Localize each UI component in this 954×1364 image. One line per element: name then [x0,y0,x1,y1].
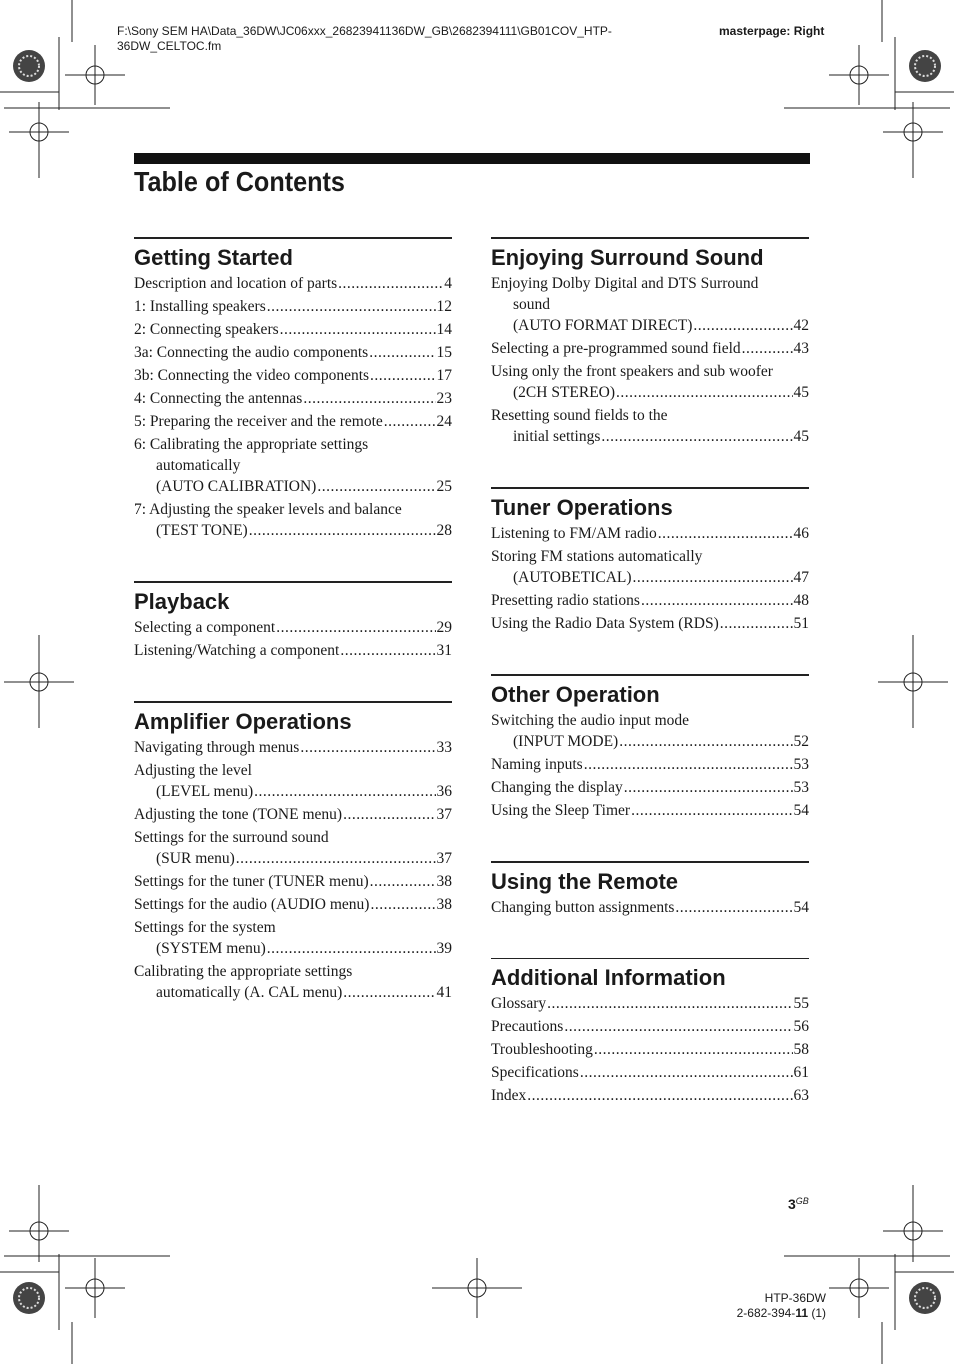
entry-label: 3a: Connecting the audio components [134,344,369,361]
entry-label: 3b: Connecting the video components [134,367,370,384]
entry-label: 5: Preparing the receiver and the remote [134,413,383,430]
entry-label: Settings for the tuner (TUNER menu) [134,873,369,890]
entry-page-number: 51 [793,615,809,632]
entry-label: Changing the display [491,779,623,796]
entry-page-number: 14 [436,321,452,338]
entry-label: (2CH STEREO) [513,384,616,401]
entry-label: (AUTO FORMAT DIRECT) [513,317,693,334]
entry-label: (AUTO CALIBRATION) [156,478,317,495]
entry-label: Switching the audio input mode [491,712,690,729]
entry-label: Specifications [491,1064,579,1081]
entry-label: (TEST TONE) [156,522,248,539]
entry-page-number: 56 [793,1018,809,1035]
crosshair-marks [4,45,948,1318]
entry-label: Adjusting the level [134,762,252,779]
entry-label: Presetting radio stations [491,592,640,609]
section-title: Additional Information [491,965,726,990]
entry-page-number: 37 [436,850,452,867]
entry-page-number: 39 [436,940,452,957]
page-title: Table of Contents [134,166,345,197]
entry-page-number: 4 [444,275,452,292]
section-title: Other Operation [491,682,660,707]
entry-label: Listening to FM/AM radio [491,525,657,542]
entry-label: Enjoying Dolby Digital and DTS Surround [491,275,759,292]
entry-label: Troubleshooting [491,1041,593,1058]
entry-label: (LEVEL menu) [156,783,254,800]
entry-page-number: 55 [793,995,809,1012]
entry-label: Changing button assignments [491,899,675,916]
entry-label: Selecting a pre-programmed sound field [491,340,741,357]
entry-label: Index [491,1087,527,1104]
entry-page-number: 54 [793,899,809,916]
entry-page-number: 25 [436,478,452,495]
entry-label: Using the Sleep Timer [491,802,631,819]
entry-label: Settings for the surround sound [134,829,329,846]
entry-label: Description and location of parts [134,275,338,292]
entry-page-number: 53 [793,779,809,796]
entry-page-number: 43 [793,340,809,357]
entry-page-number: 28 [436,522,452,539]
entry-label: 6: Calibrating the appropriate settings [134,436,369,453]
entry-label: Selecting a component [134,619,276,636]
file-path-header: F:\Sony SEM HA\Data_36DW\JC06xxx_26823941136DW_GB\2682394111\GB01COV_HTP-36DW_CELTOC.fm [117,24,612,53]
entry-page-number: 45 [793,384,809,401]
section-title: Enjoying Surround Sound [491,245,764,270]
entry-label: Storing FM stations automatically [491,548,703,565]
entry-label: Calibrating the appropriate settings [134,963,353,980]
entry-page-number: 48 [793,592,809,609]
entry-page-number: 63 [793,1087,809,1104]
entry-label: initial settings [513,428,601,445]
entry-page-number: 36 [436,783,452,800]
section-title: Using the Remote [491,869,679,894]
entry-label: Resetting sound fields to the [491,407,668,424]
entry-label: Settings for the audio (AUDIO menu) [134,896,370,913]
entry-label: 1: Installing speakers [134,298,266,315]
entry-page-number: 45 [793,428,809,445]
part-code: 2-682-394-11 (1) [736,1306,826,1320]
entry-label: 2: Connecting speakers [134,321,279,338]
section-title: Getting Started [134,245,293,270]
entry-page-number: 38 [436,873,452,890]
entry-page-number: 52 [793,733,809,750]
entry-label: Navigating through menus [134,739,300,756]
entry-label: (AUTOBETICAL) [513,569,632,586]
entry-page-number: 12 [436,298,452,315]
model-number: HTP-36DW [764,1291,826,1305]
entry-label: Using the Radio Data System (RDS) [491,615,719,632]
entry-label: sound [513,296,551,313]
entry-page-number: 31 [436,642,452,659]
entry-label: automatically (A. CAL menu) [156,984,343,1001]
section-title: Playback [134,589,230,614]
entry-page-number: 46 [793,525,809,542]
entry-label: Naming inputs [491,756,583,773]
entry-page-number: 38 [436,896,452,913]
entry-page-number: 54 [793,802,809,819]
entry-label: (SYSTEM menu) [156,940,266,957]
entry-label: automatically [156,457,241,474]
entry-label: 7: Adjusting the speaker levels and balance [134,501,402,518]
entry-label: (SUR menu) [156,850,235,867]
entry-label: Using only the front speakers and sub woofer [491,363,773,380]
entry-page-number: 61 [793,1064,809,1081]
entry-page-number: 24 [436,413,452,430]
entry-page-number: 53 [793,756,809,773]
entry-page-number: 58 [793,1041,809,1058]
entry-page-number: 41 [436,984,452,1001]
section-title: Amplifier Operations [134,709,352,734]
entry-page-number: 29 [436,619,452,636]
entry-page-number: 17 [436,367,452,384]
entry-page-number: 23 [436,390,452,407]
entry-page-number: 42 [793,317,809,334]
entry-label: Settings for the system [134,919,276,936]
entry-page-number: 33 [436,739,452,756]
entry-page-number: 37 [436,806,452,823]
entry-page-number: 47 [793,569,809,586]
masterpage-label: masterpage: Right [719,24,825,38]
entry-label: Adjusting the tone (TONE menu) [134,806,343,823]
entry-label: Glossary [491,995,547,1012]
page-number: $3^{GB}$ [788,1196,809,1212]
entry-label: 4: Connecting the antennas [134,390,303,407]
entry-page-number: 15 [436,344,452,361]
entry-label: Listening/Watching a component [134,642,340,659]
section-title: Tuner Operations [491,495,673,520]
entry-label: Precautions [491,1018,564,1035]
entry-label: (INPUT MODE) [513,733,619,750]
starburst-marks [13,50,941,1314]
